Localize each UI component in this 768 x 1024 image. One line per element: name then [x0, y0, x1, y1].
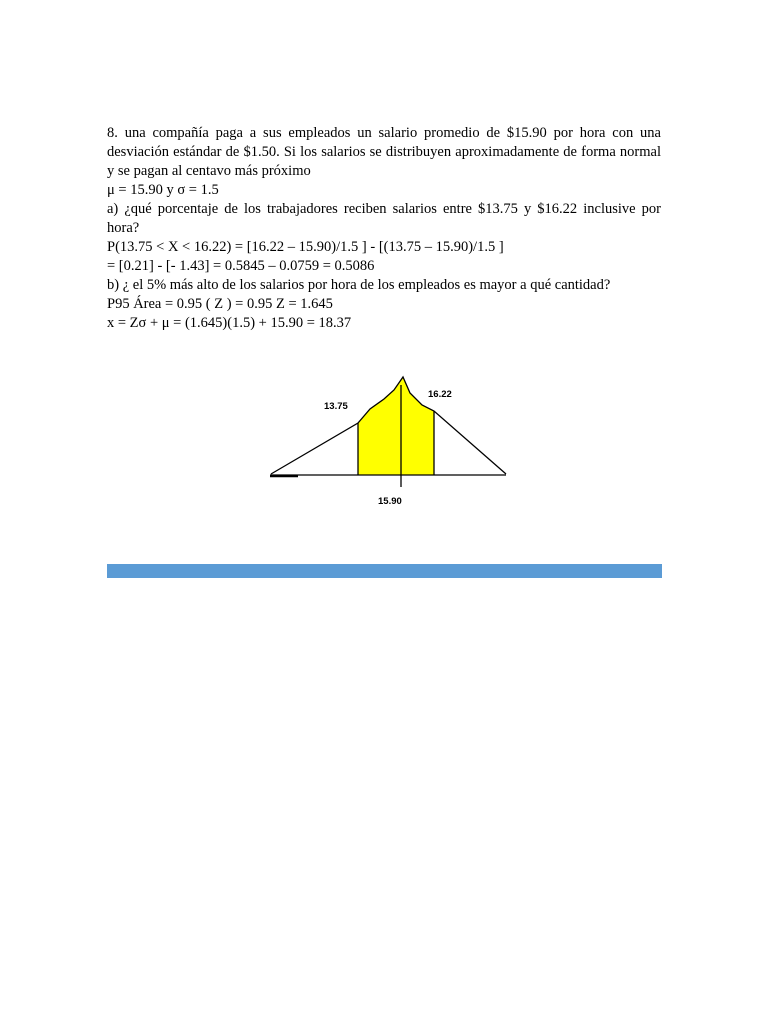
problem-text — [107, 124, 661, 333]
label-13-75: 13.75 — [324, 401, 348, 412]
part-a-question: a) ¿qué porcentaje de los trabajadores reciben salarios entre $13.75 y $16.22 inclusive por hora? — [107, 201, 661, 236]
part-b-calculation-1: P95 Área = 0.95 ( Z ) = 0.95 Z = 1.645 — [107, 296, 333, 312]
blue-divider-bar — [107, 564, 662, 578]
shaded-area — [358, 377, 434, 475]
part-a-calculation-1: P(13.75 < X < 16.22) = [16.22 – 15.90)/1.5 ] - [(13.75 – 15.90)/1.5 ] — [107, 239, 504, 255]
label-15-90: 15.90 — [378, 496, 402, 507]
problem-intro: 8. una compañía paga a sus empleados un salario promedio de $15.90 por hora con una desviación estándar de $1.50. Si los salarios se distribuyen aproximadamente de forma normal y se pagan al centavo más próximo — [107, 125, 661, 179]
normal-curve-figure — [260, 365, 520, 515]
part-a-calculation-2: = [0.21] - [- 1.43] = 0.5845 – 0.0759 = 0.5086 — [107, 258, 375, 274]
normal-curve-svg — [260, 365, 520, 515]
part-b-calculation-2: x = Zσ + μ = (1.645)(1.5) + 15.90 = 18.37 — [107, 315, 352, 331]
label-16-22: 16.22 — [428, 389, 452, 400]
parameters-line: μ = 15.90 y σ = 1.5 — [107, 182, 219, 198]
part-b-question: b) ¿ el 5% más alto de los salarios por hora de los empleados es mayor a qué cantidad? — [107, 277, 611, 293]
